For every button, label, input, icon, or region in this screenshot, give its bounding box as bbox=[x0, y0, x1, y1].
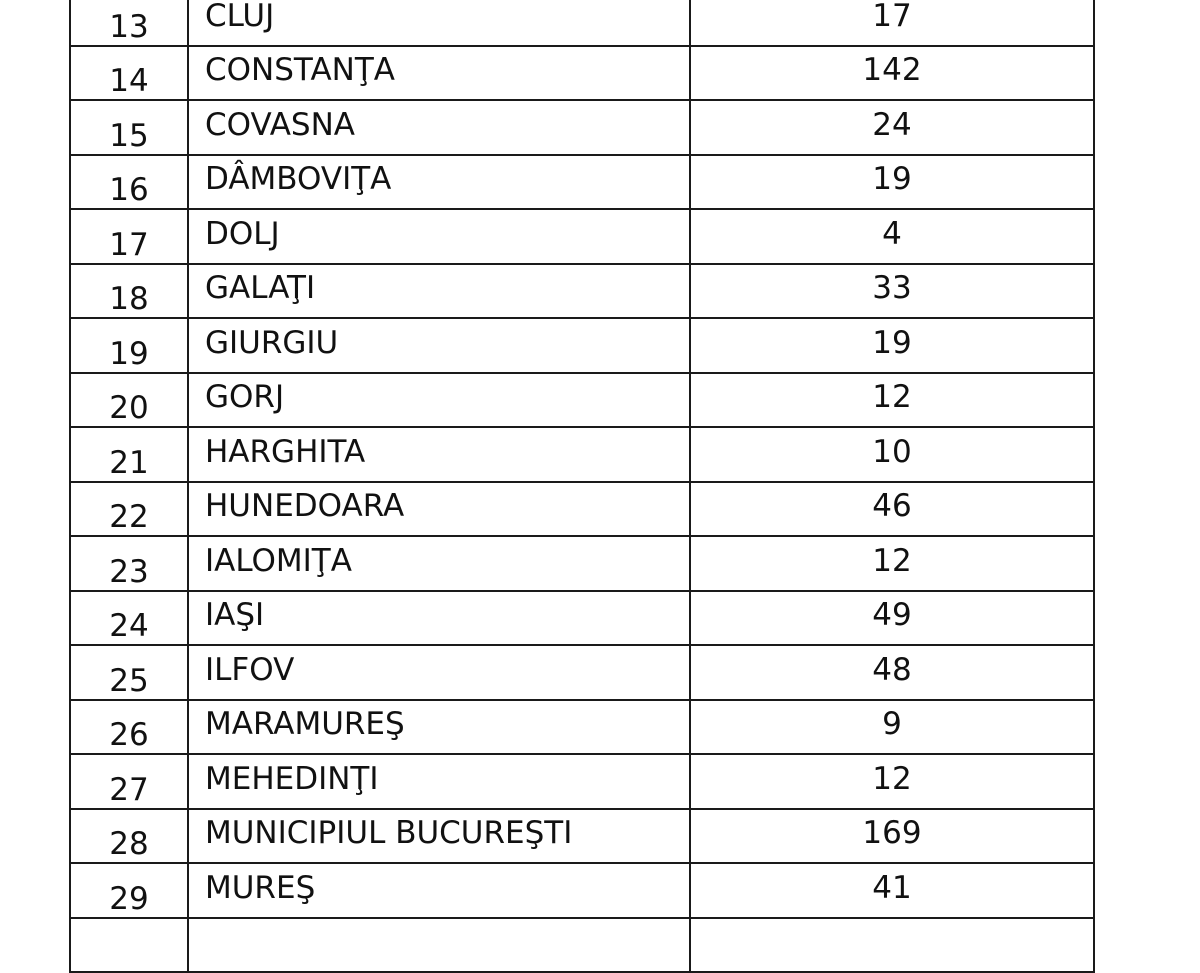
row-number-cell: 25 bbox=[70, 645, 188, 700]
row-number-cell: 22 bbox=[70, 482, 188, 537]
row-number-cell: 21 bbox=[70, 427, 188, 482]
county-name-cell: DÂMBOVIŢA bbox=[188, 155, 690, 210]
count-cell: 17 bbox=[690, 0, 1094, 46]
table-row bbox=[70, 645, 1094, 700]
county-name-cell: COVASNA bbox=[188, 100, 690, 155]
table-row bbox=[70, 700, 1094, 755]
table-row bbox=[70, 591, 1094, 646]
county-name-cell: DOLJ bbox=[188, 209, 690, 264]
row-number-cell: 18 bbox=[70, 264, 188, 319]
county-name-cell: GORJ bbox=[188, 373, 690, 428]
count-cell: 4 bbox=[690, 209, 1094, 264]
county-table bbox=[69, 0, 1095, 973]
county-name-cell bbox=[188, 918, 690, 972]
county-name-cell: IALOMIŢA bbox=[188, 536, 690, 591]
count-cell: 24 bbox=[690, 100, 1094, 155]
count-cell: 49 bbox=[690, 591, 1094, 646]
row-number-cell: 19 bbox=[70, 318, 188, 373]
county-name-cell: IAŞI bbox=[188, 591, 690, 646]
county-table-sheet bbox=[69, 0, 1093, 973]
row-number-cell: 26 bbox=[70, 700, 188, 755]
county-name-cell: GALAŢI bbox=[188, 264, 690, 319]
row-number-cell bbox=[70, 918, 188, 972]
table-row bbox=[70, 155, 1094, 210]
county-name-cell: CONSTANŢA bbox=[188, 46, 690, 101]
row-number-cell: 29 bbox=[70, 863, 188, 918]
table-row bbox=[70, 264, 1094, 319]
count-cell bbox=[690, 918, 1094, 972]
count-cell: 48 bbox=[690, 645, 1094, 700]
county-name-cell: MUNICIPIUL BUCUREŞTI bbox=[188, 809, 690, 864]
row-number-cell: 24 bbox=[70, 591, 188, 646]
county-name-cell: CLUJ bbox=[188, 0, 690, 46]
count-cell: 10 bbox=[690, 427, 1094, 482]
row-number-cell: 28 bbox=[70, 809, 188, 864]
county-name-cell: ILFOV bbox=[188, 645, 690, 700]
row-number-cell: 23 bbox=[70, 536, 188, 591]
count-cell: 12 bbox=[690, 754, 1094, 809]
count-cell: 46 bbox=[690, 482, 1094, 537]
count-cell: 33 bbox=[690, 264, 1094, 319]
row-number-cell: 13 bbox=[70, 0, 188, 46]
table-row bbox=[70, 427, 1094, 482]
county-name-cell: HARGHITA bbox=[188, 427, 690, 482]
table-row bbox=[70, 318, 1094, 373]
count-cell: 12 bbox=[690, 536, 1094, 591]
county-name-cell: MARAMUREŞ bbox=[188, 700, 690, 755]
county-name-cell: GIURGIU bbox=[188, 318, 690, 373]
count-cell: 12 bbox=[690, 373, 1094, 428]
table-row bbox=[70, 46, 1094, 101]
row-number-cell: 14 bbox=[70, 46, 188, 101]
count-cell: 19 bbox=[690, 155, 1094, 210]
county-name-cell: MEHEDINŢI bbox=[188, 754, 690, 809]
count-cell: 142 bbox=[690, 46, 1094, 101]
table-row bbox=[70, 100, 1094, 155]
table-row bbox=[70, 536, 1094, 591]
row-number-cell: 20 bbox=[70, 373, 188, 428]
table-row bbox=[70, 0, 1094, 46]
row-number-cell: 17 bbox=[70, 209, 188, 264]
table-row bbox=[70, 809, 1094, 864]
count-cell: 9 bbox=[690, 700, 1094, 755]
table-row-cut-off bbox=[70, 918, 1094, 972]
row-number-cell: 16 bbox=[70, 155, 188, 210]
row-number-cell: 27 bbox=[70, 754, 188, 809]
count-cell: 169 bbox=[690, 809, 1094, 864]
table-row bbox=[70, 863, 1094, 918]
count-cell: 19 bbox=[690, 318, 1094, 373]
county-name-cell: HUNEDOARA bbox=[188, 482, 690, 537]
table-row bbox=[70, 373, 1094, 428]
table-row bbox=[70, 754, 1094, 809]
count-cell: 41 bbox=[690, 863, 1094, 918]
row-number-cell: 15 bbox=[70, 100, 188, 155]
county-table-body bbox=[70, 0, 1094, 972]
table-row bbox=[70, 482, 1094, 537]
county-name-cell: MUREŞ bbox=[188, 863, 690, 918]
table-row bbox=[70, 209, 1094, 264]
